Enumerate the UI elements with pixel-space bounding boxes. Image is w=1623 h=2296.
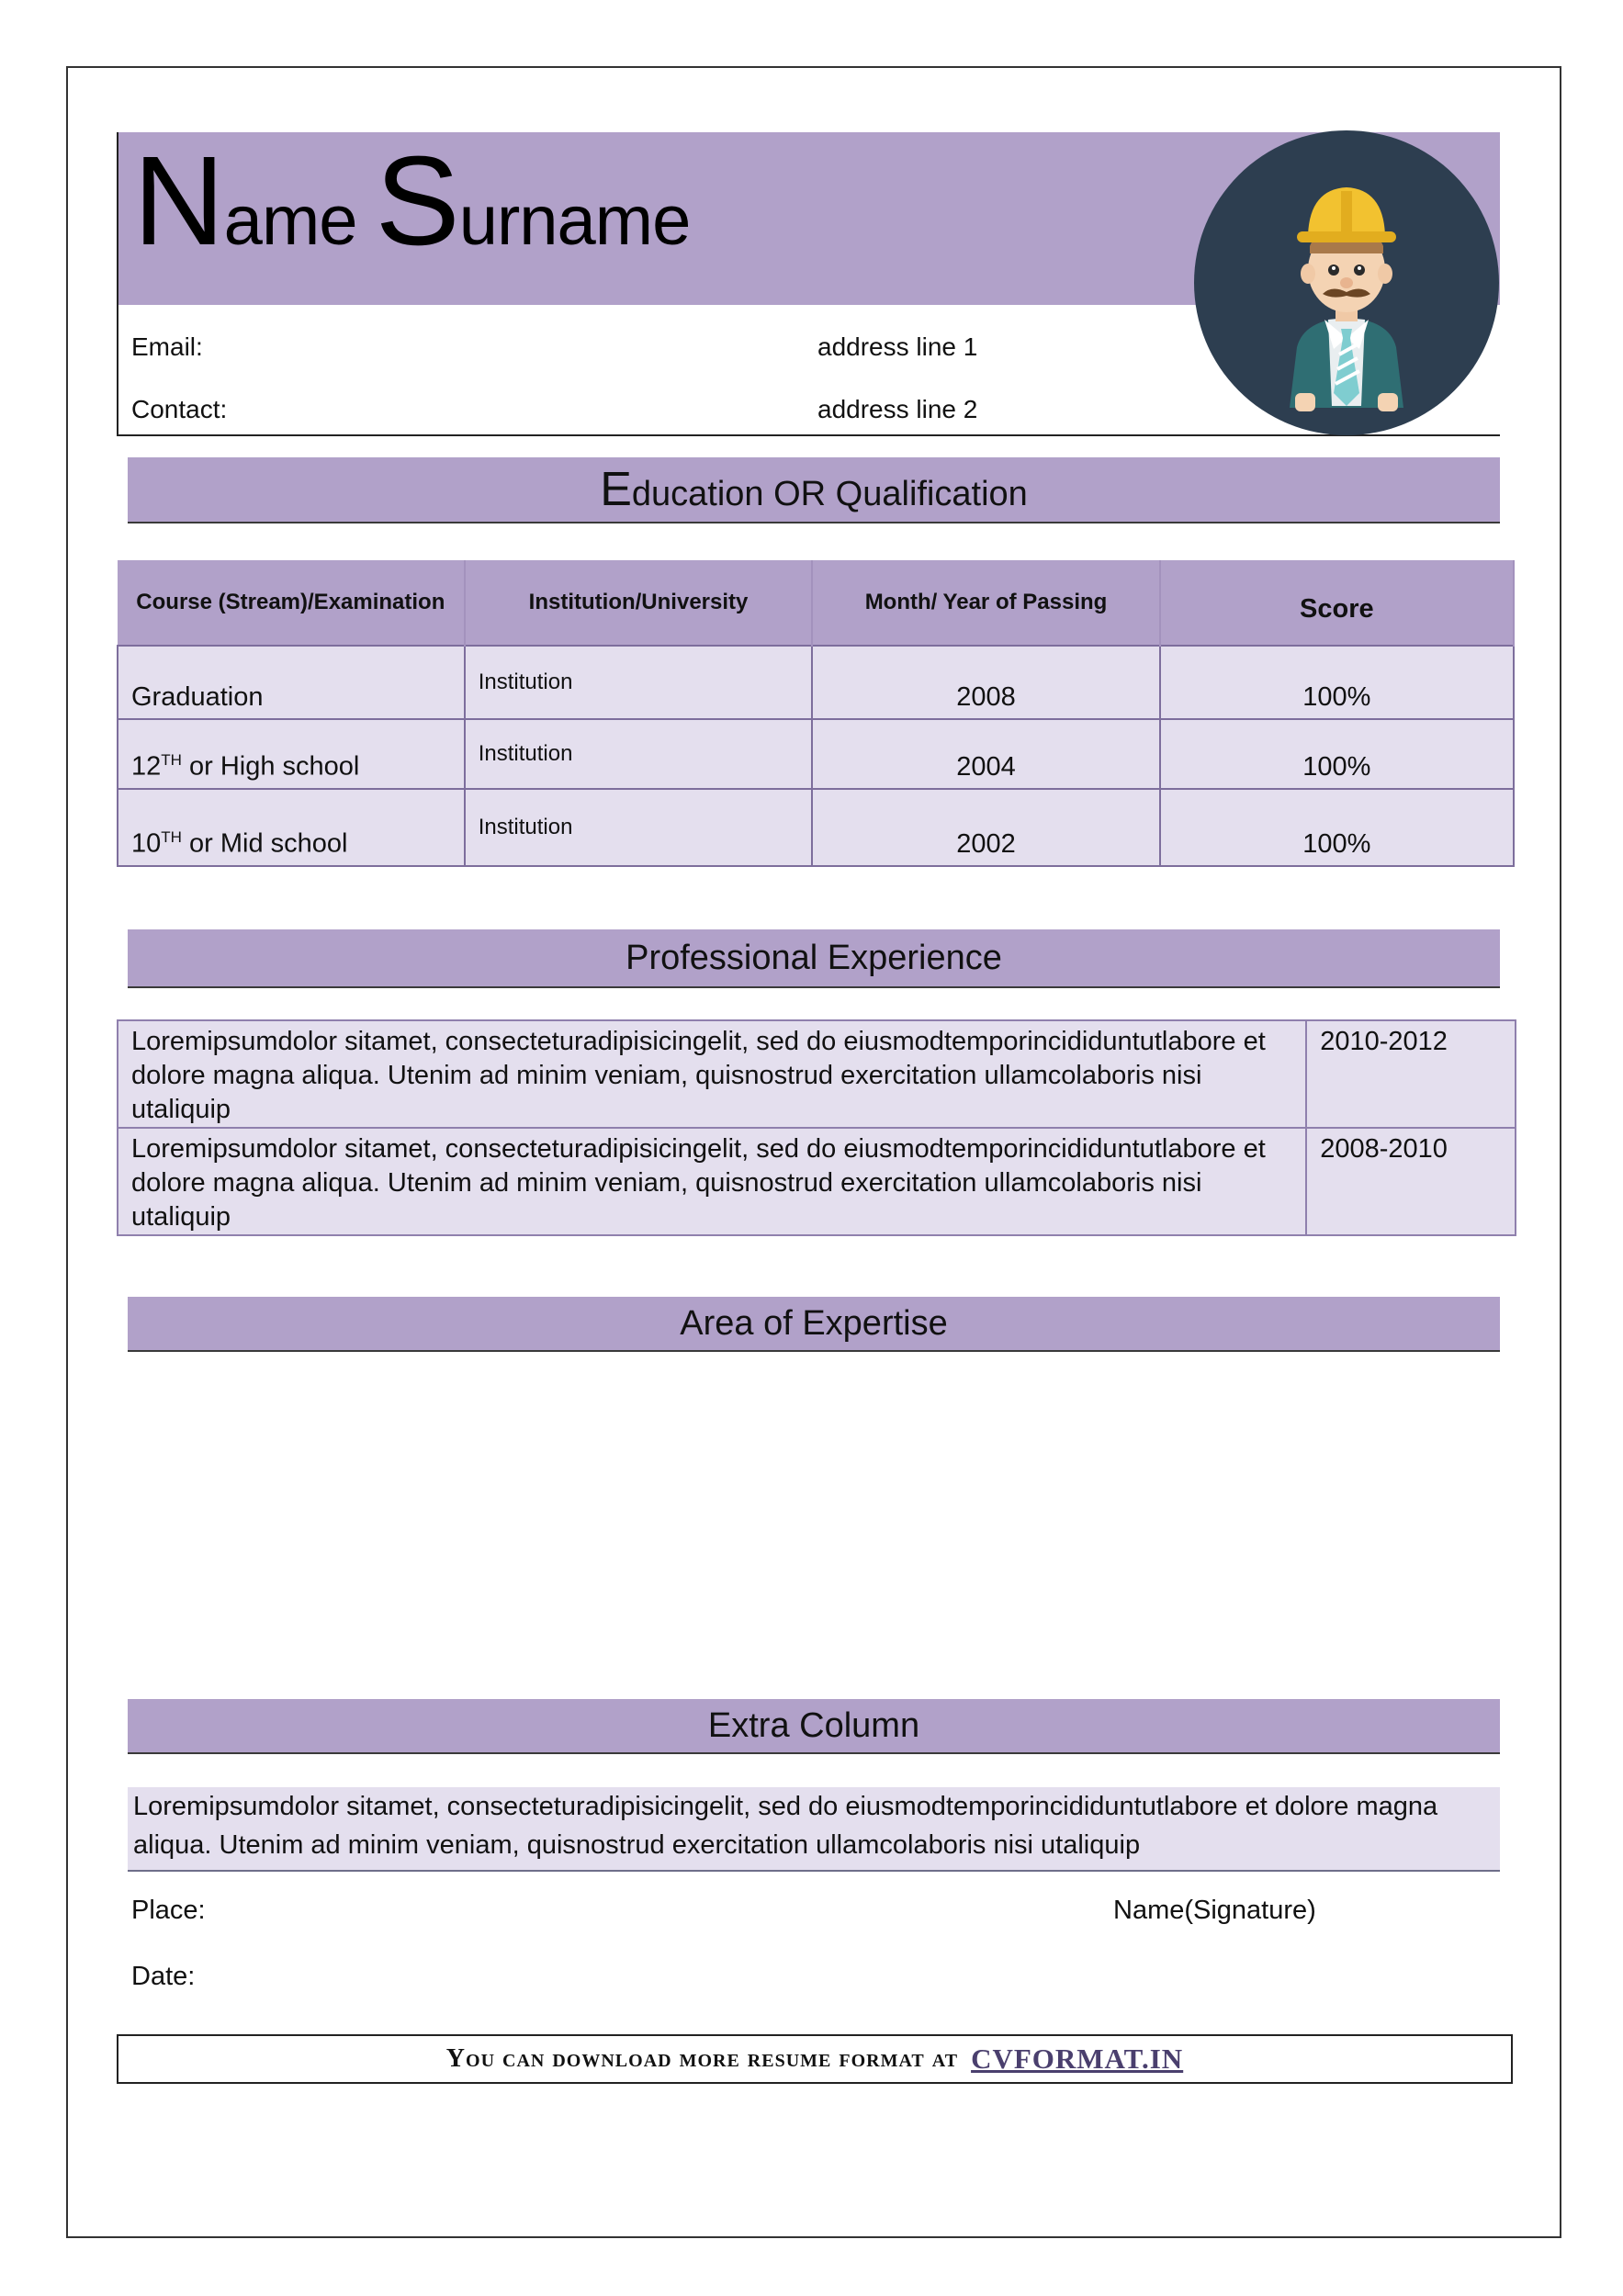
education-title-rest: ducation OR Qualification	[631, 475, 1028, 513]
table-header-row	[118, 560, 1514, 646]
expertise-content-area	[128, 1359, 1500, 1699]
table-row	[118, 1020, 1516, 1128]
table-row	[118, 789, 1514, 866]
name-last-rest: urname	[458, 182, 691, 260]
course-name-rest: or High school	[181, 752, 360, 782]
experience-period: 2010-2012	[1306, 1020, 1516, 1128]
education-section-title	[600, 462, 1028, 517]
course-name-rest: or Mid school	[181, 829, 348, 859]
institution-cell: Institution	[465, 789, 813, 866]
footer-link[interactable]: CVFORMAT.IN	[971, 2043, 1184, 2075]
experience-description: Loremipsumdolor sitamet, consecteturadipisicingelit, sed do eiusmodtemporincididuntutlabore et dolore magna aliqua. Utenim ad minim veniam, quisnostrud exercitation ullamcolaboris nisi utaliquip	[118, 1020, 1306, 1128]
score-cell: 100%	[1160, 789, 1514, 866]
column-header-score: Score	[1160, 560, 1514, 646]
course-cell	[118, 789, 465, 866]
extra-section-header	[128, 1699, 1500, 1754]
name-last-initial: S	[375, 130, 459, 272]
course-superscript: TH	[161, 828, 182, 847]
course-cell	[118, 719, 465, 789]
column-header-course: Course (Stream)/Examination	[118, 560, 465, 646]
construction-worker-avatar-icon	[1194, 130, 1499, 435]
name-first-initial: N	[133, 130, 224, 272]
experience-table	[117, 1019, 1516, 1236]
footer-text: You can download more resume format at	[445, 2044, 959, 2073]
course-name: Graduation	[131, 682, 264, 712]
expertise-section-header	[128, 1297, 1500, 1352]
extra-text-block: Loremipsumdolor sitamet, consecteturadipisicingelit, sed do eiusmodtemporincididuntutlabore et dolore magna aliqua. Utenim ad minim veniam, quisnostrud exercitation ullamcolaboris nisi utaliquip	[128, 1787, 1500, 1872]
education-title-initial: E	[600, 463, 632, 516]
header-divider	[117, 132, 118, 436]
header-divider	[117, 434, 1500, 436]
extra-section-title: Extra Column	[707, 1705, 920, 1745]
institution-cell: Institution	[465, 719, 813, 789]
name-heading	[133, 130, 691, 272]
experience-period: 2008-2010	[1306, 1128, 1516, 1235]
place-label: Place:	[131, 1896, 206, 1925]
course-name: 10	[131, 829, 162, 859]
table-row	[118, 719, 1514, 789]
course-cell	[118, 646, 465, 719]
institution-cell: Institution	[465, 646, 813, 719]
contact-label: Contact:	[131, 395, 228, 423]
column-header-institution: Institution/University	[465, 560, 813, 646]
address-line-1: address line 1	[817, 332, 978, 361]
date-label: Date:	[131, 1962, 196, 1991]
year-cell: 2004	[812, 719, 1159, 789]
name-first-rest: ame	[223, 182, 357, 260]
experience-section-header	[128, 929, 1500, 988]
course-name: 12	[131, 752, 162, 782]
experience-description: Loremipsumdolor sitamet, consecteturadipisicingelit, sed do eiusmodtemporincididuntutlabore et dolore magna aliqua. Utenim ad minim veniam, quisnostrud exercitation ullamcolaboris nisi utaliquip	[118, 1128, 1306, 1235]
year-cell: 2008	[812, 646, 1159, 719]
score-cell: 100%	[1160, 646, 1514, 719]
email-label: Email:	[131, 332, 203, 361]
year-cell: 2002	[812, 789, 1159, 866]
course-superscript: TH	[161, 751, 182, 770]
education-table	[117, 560, 1515, 867]
score-cell: 100%	[1160, 719, 1514, 789]
table-row	[118, 646, 1514, 719]
experience-section-title: Professional Experience	[626, 938, 1002, 977]
footer-banner	[117, 2034, 1513, 2084]
expertise-section-title: Area of Expertise	[680, 1303, 948, 1343]
table-row	[118, 1128, 1516, 1235]
column-header-year: Month/ Year of Passing	[812, 560, 1159, 646]
education-section-header	[128, 457, 1500, 523]
address-line-2: address line 2	[817, 395, 978, 423]
signature-label: Name(Signature)	[1113, 1896, 1316, 1925]
